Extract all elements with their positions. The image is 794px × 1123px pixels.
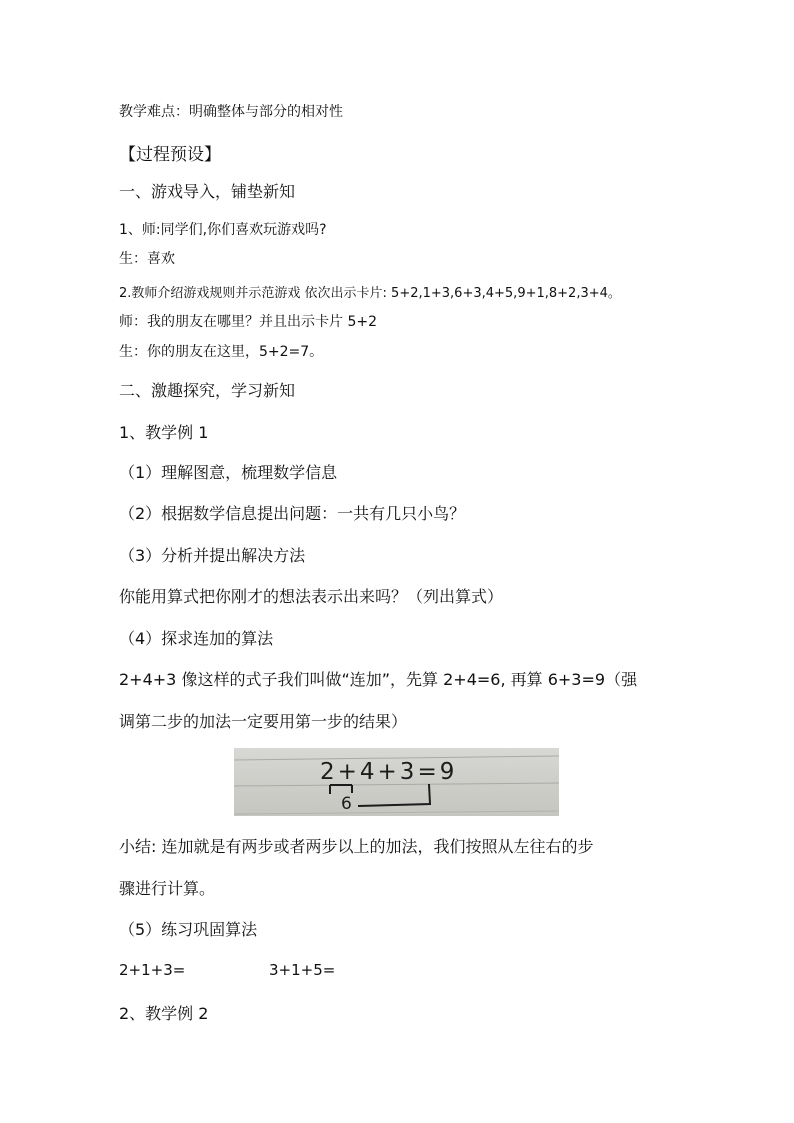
section1-title: 一、游戏导入，铺垫新知 xyxy=(119,182,296,201)
exercise-1: 2+1+3= xyxy=(119,961,186,979)
s1-paragraph-1: 1、师:同学们,你们喜欢玩游戏吗? xyxy=(119,222,327,238)
s2-question: 你能用算式把你刚才的想法表示出来吗？（列出算式） xyxy=(119,587,504,606)
exercise-2: 3+1+5= xyxy=(269,961,336,979)
handwriting-drawing xyxy=(234,748,559,816)
s2-explanation-line-1: 2+4+3 像这样的式子我们叫做“连加”，先算 2+4=6, 再算 6+3=9（强 xyxy=(119,670,638,689)
s1-paragraph-5: 生：你的朋友在这里，5+2=7。 xyxy=(119,344,324,360)
handwritten-example-image xyxy=(234,748,559,816)
s2-item-1: 1、教学例 1 xyxy=(119,423,209,442)
s2-sub-2: （2）根据数学信息提出问题：一共有几只小鸟？ xyxy=(119,504,466,523)
s2-explanation-line-2: 调第二步的加法一定要用第一步的结果） xyxy=(119,712,408,731)
s1-paragraph-4: 师：我的朋友在哪里？并且出示卡片 5+2 xyxy=(119,314,377,330)
summary-line-2: 骤进行计算。 xyxy=(119,879,216,898)
teaching-difficulty: 教学难点：明确整体与部分的相对性 xyxy=(119,104,343,120)
section2-title: 二、激趣探究，学习新知 xyxy=(119,381,296,400)
summary-line-1: 小结: 连加就是有两步或者两步以上的加法，我们按照从左往右的步 xyxy=(119,837,594,856)
s2-sub-5: （5）练习巩固算法 xyxy=(119,920,258,939)
handwritten-intermediate: 6 xyxy=(341,794,352,814)
s1-paragraph-2: 生：喜欢 xyxy=(119,251,175,267)
s1-paragraph-3: 2.教师介绍游戏规则并示范游戏 依次出示卡片: 5+2,1+3,6+3,4+5,9+1,8+2,3+4。 xyxy=(119,286,621,301)
s2-sub-4: （4）探求连加的算法 xyxy=(119,629,274,648)
process-heading: 【过程预设】 xyxy=(119,145,221,165)
s2-sub-1: （1）理解图意，梳理数学信息 xyxy=(119,463,338,482)
handwritten-expression: 2+4+3=9 xyxy=(320,759,458,785)
s2-sub-3: （3）分析并提出解决方法 xyxy=(119,546,306,565)
s2-item-2: 2、教学例 2 xyxy=(119,1004,209,1023)
